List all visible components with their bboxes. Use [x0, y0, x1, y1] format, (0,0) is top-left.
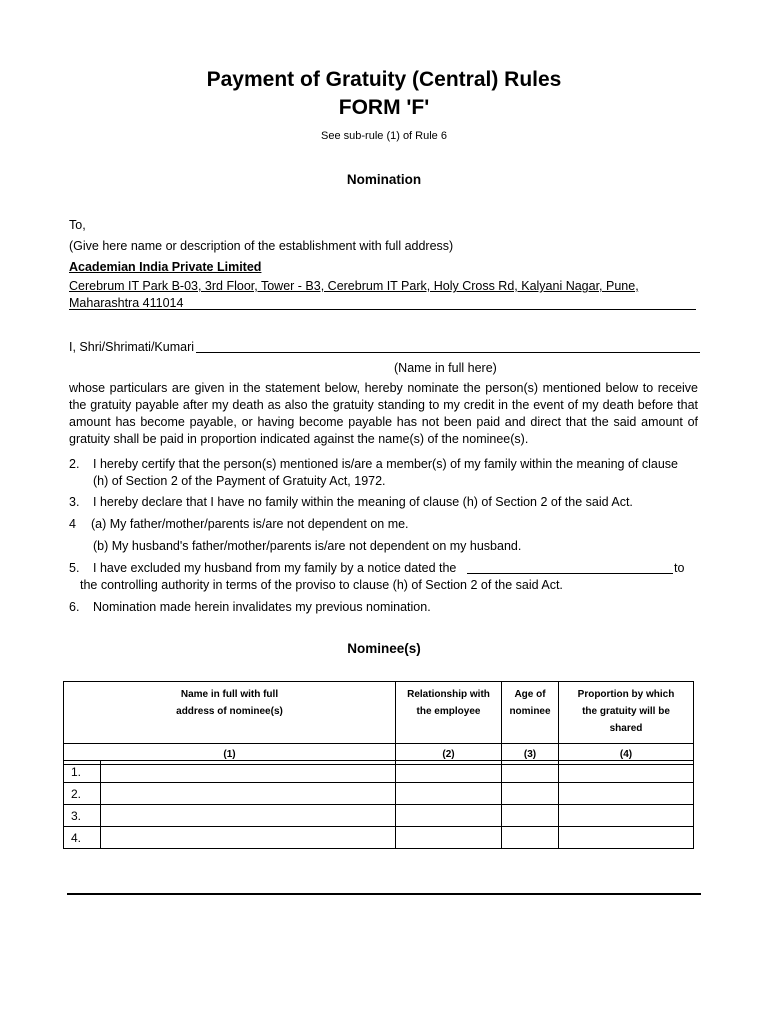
- nominee-proportion-cell[interactable]: [559, 827, 694, 849]
- nominee-relationship-cell[interactable]: [396, 827, 502, 849]
- item-4a-text: (a) My father/mother/parents is/are not dependent on me.: [91, 517, 409, 531]
- header-relationship: Relationship with the employee: [396, 682, 502, 744]
- address-to: To,: [69, 218, 86, 232]
- column-number-2: (2): [396, 744, 502, 765]
- item-2-line-2: (h) of Section 2 of the Payment of Gratuity Act, 1972.: [93, 474, 386, 488]
- item-3-number: 3.: [69, 495, 80, 509]
- nominee-age-cell[interactable]: [502, 805, 559, 827]
- address-line-1: Cerebrum IT Park B-03, 3rd Floor, Tower - B3, Cerebrum IT Park, Holy Cross Rd, Kalyani Nagar, Pune,: [69, 279, 639, 293]
- address-instruction: (Give here name or description of the establishment with full address): [69, 239, 454, 253]
- notice-date-blank-line[interactable]: [467, 573, 673, 574]
- nominees-body-table: [63, 760, 694, 849]
- row-serial: 2.: [64, 783, 101, 805]
- nominee-proportion-cell[interactable]: [559, 805, 694, 827]
- row-serial: 4.: [64, 827, 101, 849]
- name-prefix: I, Shri/Shrimati/Kumari: [69, 340, 195, 354]
- section-heading: Nomination: [346, 172, 422, 187]
- item-2-number: 2.: [69, 457, 80, 471]
- nominees-heading: Nominee(s): [347, 641, 421, 656]
- nominee-age-cell[interactable]: [502, 783, 559, 805]
- company-name: Academian India Private Limited: [69, 260, 262, 274]
- nominee-proportion-cell[interactable]: [559, 761, 694, 783]
- nominee-name-cell[interactable]: [101, 761, 396, 783]
- table-row: [64, 761, 694, 783]
- bottom-divider: [67, 893, 701, 895]
- nominees-table: [63, 681, 694, 765]
- item-3-text: I hereby declare that I have no family within the meaning of clause (h) of Section 2 of the said Act.: [93, 495, 633, 509]
- item-6-number: 6.: [69, 600, 80, 614]
- header-name-address: Name in full with full address of nominee(s): [64, 682, 396, 744]
- item-5-to: to: [674, 561, 685, 575]
- table-row: [64, 827, 694, 849]
- name-blank-line[interactable]: [196, 352, 700, 353]
- item-6-text: Nomination made herein invalidates my previous nomination.: [93, 600, 431, 614]
- column-number-3: (3): [502, 744, 559, 765]
- nominee-proportion-cell[interactable]: [559, 783, 694, 805]
- name-hint: (Name in full here): [394, 361, 497, 375]
- table-row: [64, 783, 694, 805]
- nominee-age-cell[interactable]: [502, 827, 559, 849]
- address-underline: [69, 309, 696, 310]
- item-5-text: I have excluded my husband from my family by a notice dated the: [93, 561, 457, 575]
- form-number: FORM 'F': [338, 96, 430, 119]
- nominee-relationship-cell[interactable]: [396, 783, 502, 805]
- nominee-name-cell[interactable]: [101, 805, 396, 827]
- item-4-number: 4: [69, 517, 76, 531]
- nominee-relationship-cell[interactable]: [396, 761, 502, 783]
- nominee-relationship-cell[interactable]: [396, 805, 502, 827]
- nominee-name-cell[interactable]: [101, 827, 396, 849]
- item-4b-text: (b) My husband's father/mother/parents is/are not dependent on my husband.: [93, 539, 522, 553]
- header-proportion: Proportion by which the gratuity will be shared: [559, 682, 694, 744]
- form-title: Payment of Gratuity (Central) Rules: [206, 68, 562, 91]
- declaration-paragraph: whose particulars are given in the statement below, hereby nominate the person(s) mentioned below to receive the gratuity payable after my death as also the gratuity standing to my credit in the event of my death before that amount has become payable, or having become payable has not been paid and direct that the said amount of gratuity shall be paid in proportion indicated against the name(s) of the nominee(s).: [69, 381, 698, 446]
- item-5-number: 5.: [69, 561, 80, 575]
- header-age: Age of nominee: [502, 682, 559, 744]
- row-serial: 1.: [64, 761, 101, 783]
- nominee-name-cell[interactable]: [101, 783, 396, 805]
- form-subtitle: See sub-rule (1) of Rule 6: [321, 130, 447, 142]
- table-header-row: [64, 682, 694, 744]
- column-number-1: (1): [64, 744, 396, 765]
- column-number-4: (4): [559, 744, 694, 765]
- nominee-age-cell[interactable]: [502, 761, 559, 783]
- item-5-line-2: the controlling authority in terms of the proviso to clause (h) of Section 2 of the said Act.: [80, 578, 563, 592]
- row-serial: 3.: [64, 805, 101, 827]
- address-line-2: Maharashtra 411014: [69, 296, 184, 310]
- item-2-line-1: I hereby certify that the person(s) mentioned is/are a member(s) of my family within the meaning of clause: [93, 457, 678, 471]
- table-row: [64, 805, 694, 827]
